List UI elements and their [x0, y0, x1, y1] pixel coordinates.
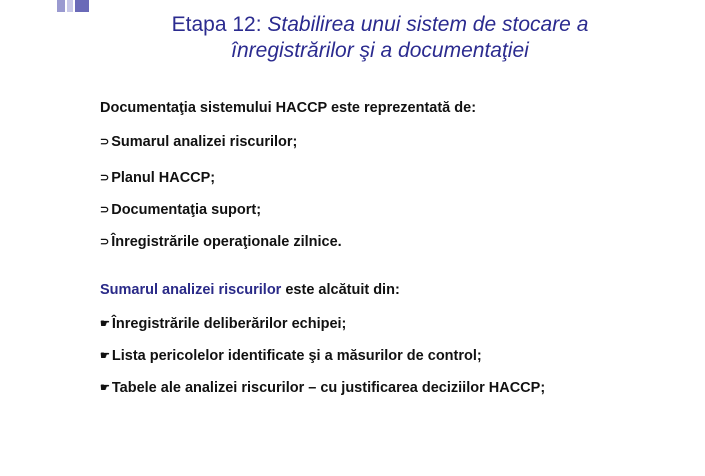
- section1-heading: Documentaţia sistemului HACCP este reprezentată de:: [100, 100, 477, 116]
- list-item-text: Sumarul analizei riscurilor;: [111, 134, 298, 150]
- pointing-hand-icon: ☛: [100, 318, 110, 330]
- list-item-text: Înregistrările deliberărilor echipei;: [111, 316, 347, 332]
- list-item: [100, 170, 215, 186]
- section2-heading-rest: este alcătuit din:: [281, 282, 400, 298]
- list-item-text: Documentaţia suport;: [111, 202, 262, 218]
- list-item-text: Lista pericolelor identificate şi a măsurilor de control;: [111, 348, 482, 364]
- list-item: [100, 348, 482, 364]
- pointing-hand-icon: ☛: [100, 382, 110, 394]
- list-item: [100, 316, 346, 332]
- slide-title: [90, 12, 670, 64]
- bullet-icon: ⊃: [100, 204, 110, 216]
- list-item: [100, 378, 680, 398]
- list-item: [100, 202, 261, 218]
- title-prefix: Etapa 12:: [171, 13, 268, 36]
- list-item: [100, 234, 342, 250]
- header-decoration: [57, 0, 97, 12]
- section2-heading: [100, 282, 400, 298]
- bullet-icon: ⊃: [100, 172, 110, 184]
- section2-heading-highlight: Sumarul analizei riscurilor: [100, 282, 282, 298]
- list-item-text: Planul HACCP;: [111, 170, 216, 186]
- bullet-icon: ⊃: [100, 236, 110, 248]
- title-emphasis-line1: Stabilirea unui sistem de stocare a: [267, 13, 589, 36]
- list-item: [100, 134, 297, 150]
- title-emphasis-line2: înregistrărilor şi a documentaţiei: [231, 39, 529, 62]
- bullet-icon: ⊃: [100, 136, 110, 148]
- list-item-text: Tabele ale analizei riscurilor – cu justificarea deciziilor HACCP;: [111, 380, 546, 396]
- list-item-text: Înregistrările operaţionale zilnice.: [111, 234, 342, 250]
- pointing-hand-icon: ☛: [100, 350, 110, 362]
